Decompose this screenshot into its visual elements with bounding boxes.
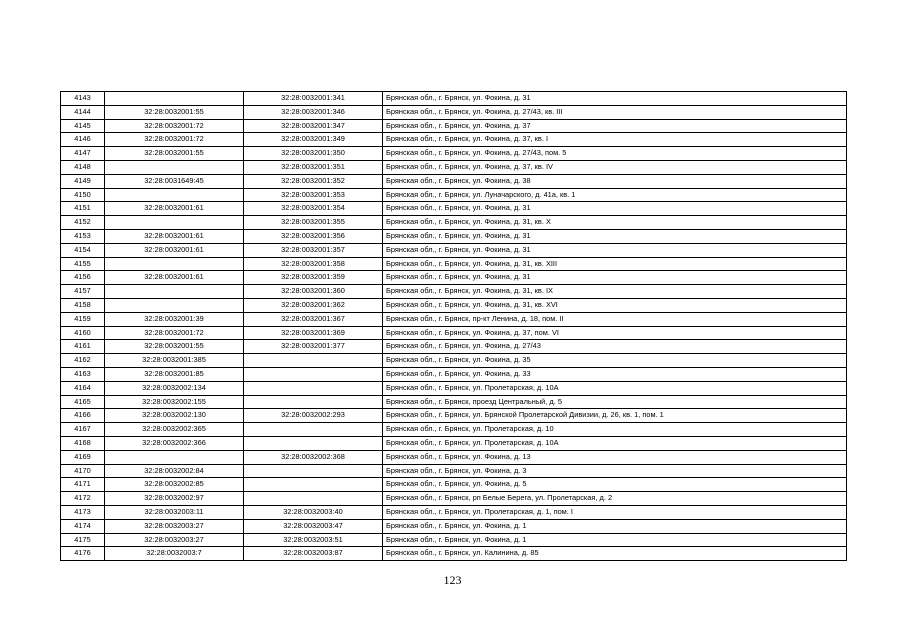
row-number-cell: 4153 xyxy=(61,229,105,243)
cadastral-number-parcel-cell: 32:28:0032003:27 xyxy=(105,533,244,547)
cadastral-number-parcel-cell: 32:28:0032001:61 xyxy=(105,243,244,257)
table-row xyxy=(61,395,847,409)
cadastral-number-parcel-cell xyxy=(105,257,244,271)
cadastral-number-object-cell: 32:28:0032001:350 xyxy=(244,147,383,161)
row-number-cell: 4161 xyxy=(61,340,105,354)
cadastral-number-object-cell: 32:28:0032001:369 xyxy=(244,326,383,340)
registry-table xyxy=(60,91,847,561)
cadastral-number-object-cell: 32:28:0032002:368 xyxy=(244,450,383,464)
row-number-cell: 4145 xyxy=(61,119,105,133)
row-number-cell: 4147 xyxy=(61,147,105,161)
address-cell: Брянская обл., г. Брянск, ул. Фокина, д. 1 xyxy=(383,533,847,547)
cadastral-number-object-cell xyxy=(244,492,383,506)
row-number-cell: 4156 xyxy=(61,271,105,285)
cadastral-number-parcel-cell: 32:28:0032003:7 xyxy=(105,547,244,561)
row-number-cell: 4166 xyxy=(61,409,105,423)
table-row xyxy=(61,92,847,106)
cadastral-number-object-cell: 32:28:0032003:47 xyxy=(244,519,383,533)
cadastral-number-object-cell: 32:28:0032001:357 xyxy=(244,243,383,257)
cadastral-number-parcel-cell xyxy=(105,285,244,299)
row-number-cell: 4168 xyxy=(61,436,105,450)
row-number-cell: 4163 xyxy=(61,367,105,381)
table-row xyxy=(61,312,847,326)
cadastral-number-parcel-cell: 32:28:0032001:61 xyxy=(105,271,244,285)
table-row xyxy=(61,409,847,423)
row-number-cell: 4175 xyxy=(61,533,105,547)
table-row xyxy=(61,450,847,464)
address-cell: Брянская обл., г. Брянск, ул. Пролетарская, д. 1, пом. I xyxy=(383,505,847,519)
row-number-cell: 4151 xyxy=(61,202,105,216)
cadastral-number-parcel-cell xyxy=(105,298,244,312)
cadastral-number-parcel-cell xyxy=(105,188,244,202)
row-number-cell: 4148 xyxy=(61,160,105,174)
table-row xyxy=(61,519,847,533)
table-row xyxy=(61,147,847,161)
cadastral-number-parcel-cell: 32:28:0032002:366 xyxy=(105,436,244,450)
table-row xyxy=(61,423,847,437)
address-cell: Брянская обл., г. Брянск, ул. Фокина, д. 37, кв. I xyxy=(383,133,847,147)
table-row xyxy=(61,492,847,506)
row-number-cell: 4159 xyxy=(61,312,105,326)
cadastral-number-parcel-cell: 32:28:0032002:365 xyxy=(105,423,244,437)
row-number-cell: 4144 xyxy=(61,105,105,119)
cadastral-number-object-cell: 32:28:0032001:341 xyxy=(244,92,383,106)
cadastral-number-object-cell xyxy=(244,436,383,450)
cadastral-number-object-cell: 32:28:0032001:353 xyxy=(244,188,383,202)
table-row xyxy=(61,340,847,354)
row-number-cell: 4152 xyxy=(61,216,105,230)
row-number-cell: 4174 xyxy=(61,519,105,533)
cadastral-number-parcel-cell: 32:28:0032001:61 xyxy=(105,202,244,216)
row-number-cell: 4169 xyxy=(61,450,105,464)
address-cell: Брянская обл., г. Брянск, ул. Фокина, д. 33 xyxy=(383,367,847,381)
address-cell: Брянская обл., г. Брянск, ул. Фокина, д. 5 xyxy=(383,478,847,492)
cadastral-number-parcel-cell xyxy=(105,92,244,106)
address-cell: Брянская обл., г. Брянск, ул. Фокина, д. 27/43, пом. 5 xyxy=(383,147,847,161)
cadastral-number-object-cell xyxy=(244,395,383,409)
row-number-cell: 4162 xyxy=(61,354,105,368)
cadastral-number-object-cell: 32:28:0032001:362 xyxy=(244,298,383,312)
cadastral-number-parcel-cell: 32:28:0032001:61 xyxy=(105,229,244,243)
table-row xyxy=(61,547,847,561)
cadastral-number-object-cell: 32:28:0032001:359 xyxy=(244,271,383,285)
cadastral-number-parcel-cell: 32:28:0032001:55 xyxy=(105,340,244,354)
row-number-cell: 4176 xyxy=(61,547,105,561)
table-row xyxy=(61,285,847,299)
cadastral-number-object-cell xyxy=(244,367,383,381)
cadastral-number-object-cell xyxy=(244,464,383,478)
table-row xyxy=(61,326,847,340)
table-row xyxy=(61,505,847,519)
address-cell: Брянская обл., г. Брянск, ул. Фокина, д. 13 xyxy=(383,450,847,464)
cadastral-number-parcel-cell: 32:28:0032001:72 xyxy=(105,326,244,340)
address-cell: Брянская обл., г. Брянск, ул. Пролетарская, д. 10А xyxy=(383,381,847,395)
address-cell: Брянская обл., г. Брянск, ул. Фокина, д. 35 xyxy=(383,354,847,368)
cadastral-number-parcel-cell: 32:28:0032003:11 xyxy=(105,505,244,519)
cadastral-number-parcel-cell xyxy=(105,216,244,230)
cadastral-number-parcel-cell: 32:28:0032001:72 xyxy=(105,133,244,147)
cadastral-number-object-cell: 32:28:0032001:355 xyxy=(244,216,383,230)
cadastral-number-parcel-cell: 32:28:0032002:85 xyxy=(105,478,244,492)
table-row xyxy=(61,133,847,147)
cadastral-number-object-cell: 32:28:0032001:347 xyxy=(244,119,383,133)
cadastral-number-object-cell: 32:28:0032001:377 xyxy=(244,340,383,354)
cadastral-number-object-cell: 32:28:0032001:367 xyxy=(244,312,383,326)
cadastral-number-object-cell: 32:28:0032001:358 xyxy=(244,257,383,271)
row-number-cell: 4146 xyxy=(61,133,105,147)
table-row xyxy=(61,243,847,257)
address-cell: Брянская обл., г. Брянск, ул. Брянской Пролетарской Дивизии, д. 26, кв. 1, пом. 1 xyxy=(383,409,847,423)
cadastral-number-object-cell: 32:28:0032001:356 xyxy=(244,229,383,243)
address-cell: Брянская обл., г. Брянск, ул. Фокина, д. 31, кв. IX xyxy=(383,285,847,299)
table-row xyxy=(61,464,847,478)
address-cell: Брянская обл., г. Брянск, пр-кт Ленина, д. 18, пом. II xyxy=(383,312,847,326)
address-cell: Брянская обл., г. Брянск, ул. Пролетарская, д. 10А xyxy=(383,436,847,450)
cadastral-number-parcel-cell: 32:28:0032002:130 xyxy=(105,409,244,423)
row-number-cell: 4150 xyxy=(61,188,105,202)
address-cell: Брянская обл., г. Брянск, ул. Фокина, д. 37 xyxy=(383,119,847,133)
cadastral-number-object-cell xyxy=(244,381,383,395)
cadastral-number-parcel-cell xyxy=(105,450,244,464)
address-cell: Брянская обл., г. Брянск, ул. Фокина, д. 31 xyxy=(383,229,847,243)
table-row xyxy=(61,229,847,243)
row-number-cell: 4154 xyxy=(61,243,105,257)
row-number-cell: 4173 xyxy=(61,505,105,519)
address-cell: Брянская обл., г. Брянск, ул. Фокина, д. 31, кв. XVI xyxy=(383,298,847,312)
cadastral-number-parcel-cell: 32:28:0032002:84 xyxy=(105,464,244,478)
cadastral-number-parcel-cell: 32:28:0032001:85 xyxy=(105,367,244,381)
table-row xyxy=(61,257,847,271)
table-row xyxy=(61,119,847,133)
row-number-cell: 4149 xyxy=(61,174,105,188)
row-number-cell: 4164 xyxy=(61,381,105,395)
table-row xyxy=(61,436,847,450)
cadastral-number-parcel-cell: 32:28:0032003:27 xyxy=(105,519,244,533)
table-row xyxy=(61,533,847,547)
address-cell: Брянская обл., г. Брянск, ул. Фокина, д. 31 xyxy=(383,243,847,257)
cadastral-number-parcel-cell xyxy=(105,160,244,174)
address-cell: Брянская обл., г. Брянск, ул. Фокина, д. 31, кв. XIII xyxy=(383,257,847,271)
cadastral-number-object-cell: 32:28:0032001:351 xyxy=(244,160,383,174)
row-number-cell: 4157 xyxy=(61,285,105,299)
row-number-cell: 4143 xyxy=(61,92,105,106)
cadastral-number-object-cell: 32:28:0032001:352 xyxy=(244,174,383,188)
address-cell: Брянская обл., г. Брянск, ул. Фокина, д. 31 xyxy=(383,271,847,285)
address-cell: Брянская обл., г. Брянск, ул. Калинина, д. 85 xyxy=(383,547,847,561)
table-row xyxy=(61,478,847,492)
cadastral-number-parcel-cell: 32:28:0032002:155 xyxy=(105,395,244,409)
cadastral-number-object-cell xyxy=(244,423,383,437)
address-cell: Брянская обл., г. Брянск, проезд Центральный, д. 5 xyxy=(383,395,847,409)
row-number-cell: 4158 xyxy=(61,298,105,312)
address-cell: Брянская обл., г. Брянск, ул. Фокина, д. 38 xyxy=(383,174,847,188)
address-cell: Брянская обл., г. Брянск, ул. Фокина, д. 31, кв. X xyxy=(383,216,847,230)
row-number-cell: 4172 xyxy=(61,492,105,506)
address-cell: Брянская обл., г. Брянск, ул. Фокина, д. 27/43, кв. III xyxy=(383,105,847,119)
address-cell: Брянская обл., г. Брянск, ул. Фокина, д. 31 xyxy=(383,202,847,216)
table-row xyxy=(61,298,847,312)
row-number-cell: 4165 xyxy=(61,395,105,409)
registry-body xyxy=(61,92,847,561)
address-cell: Брянская обл., г. Брянск, ул. Фокина, д. 37, кв. IV xyxy=(383,160,847,174)
address-cell: Брянская обл., г. Брянск, рп Белые Берега, ул. Пролетарская, д. 2 xyxy=(383,492,847,506)
cadastral-number-parcel-cell: 32:28:0032002:134 xyxy=(105,381,244,395)
row-number-cell: 4170 xyxy=(61,464,105,478)
page-number: 123 xyxy=(443,573,462,587)
cadastral-number-parcel-cell: 32:28:0032001:39 xyxy=(105,312,244,326)
cadastral-number-object-cell: 32:28:0032001:354 xyxy=(244,202,383,216)
row-number-cell: 4160 xyxy=(61,326,105,340)
table-row xyxy=(61,271,847,285)
table-row xyxy=(61,188,847,202)
cadastral-number-parcel-cell: 32:28:0032001:385 xyxy=(105,354,244,368)
cadastral-number-parcel-cell: 32:28:0032001:55 xyxy=(105,147,244,161)
cadastral-number-object-cell xyxy=(244,478,383,492)
address-cell: Брянская обл., г. Брянск, ул. Фокина, д. 37, пом. VI xyxy=(383,326,847,340)
address-cell: Брянская обл., г. Брянск, ул. Фокина, д. 27/43 xyxy=(383,340,847,354)
table-row xyxy=(61,202,847,216)
cadastral-number-object-cell xyxy=(244,354,383,368)
address-cell: Брянская обл., г. Брянск, ул. Пролетарская, д. 10 xyxy=(383,423,847,437)
cadastral-number-object-cell: 32:28:0032001:360 xyxy=(244,285,383,299)
cadastral-number-object-cell: 32:28:0032003:40 xyxy=(244,505,383,519)
address-cell: Брянская обл., г. Брянск, ул. Фокина, д. 3 xyxy=(383,464,847,478)
address-cell: Брянская обл., г. Брянск, ул. Луначарского, д. 41а, кв. 1 xyxy=(383,188,847,202)
table-row xyxy=(61,216,847,230)
row-number-cell: 4167 xyxy=(61,423,105,437)
cadastral-number-object-cell: 32:28:0032003:87 xyxy=(244,547,383,561)
table-row xyxy=(61,381,847,395)
cadastral-number-parcel-cell: 32:28:0031649:45 xyxy=(105,174,244,188)
row-number-cell: 4155 xyxy=(61,257,105,271)
table-row xyxy=(61,174,847,188)
address-cell: Брянская обл., г. Брянск, ул. Фокина, д. 31 xyxy=(383,92,847,106)
table-row xyxy=(61,354,847,368)
cadastral-number-object-cell: 32:28:0032001:346 xyxy=(244,105,383,119)
cadastral-number-object-cell: 32:28:0032003:51 xyxy=(244,533,383,547)
row-number-cell: 4171 xyxy=(61,478,105,492)
cadastral-number-object-cell: 32:28:0032002:293 xyxy=(244,409,383,423)
table-row xyxy=(61,105,847,119)
cadastral-number-object-cell: 32:28:0032001:349 xyxy=(244,133,383,147)
address-cell: Брянская обл., г. Брянск, ул. Фокина, д. 1 xyxy=(383,519,847,533)
table-row xyxy=(61,367,847,381)
cadastral-number-parcel-cell: 32:28:0032001:55 xyxy=(105,105,244,119)
cadastral-number-parcel-cell: 32:28:0032001:72 xyxy=(105,119,244,133)
table-row xyxy=(61,160,847,174)
cadastral-number-parcel-cell: 32:28:0032002:97 xyxy=(105,492,244,506)
